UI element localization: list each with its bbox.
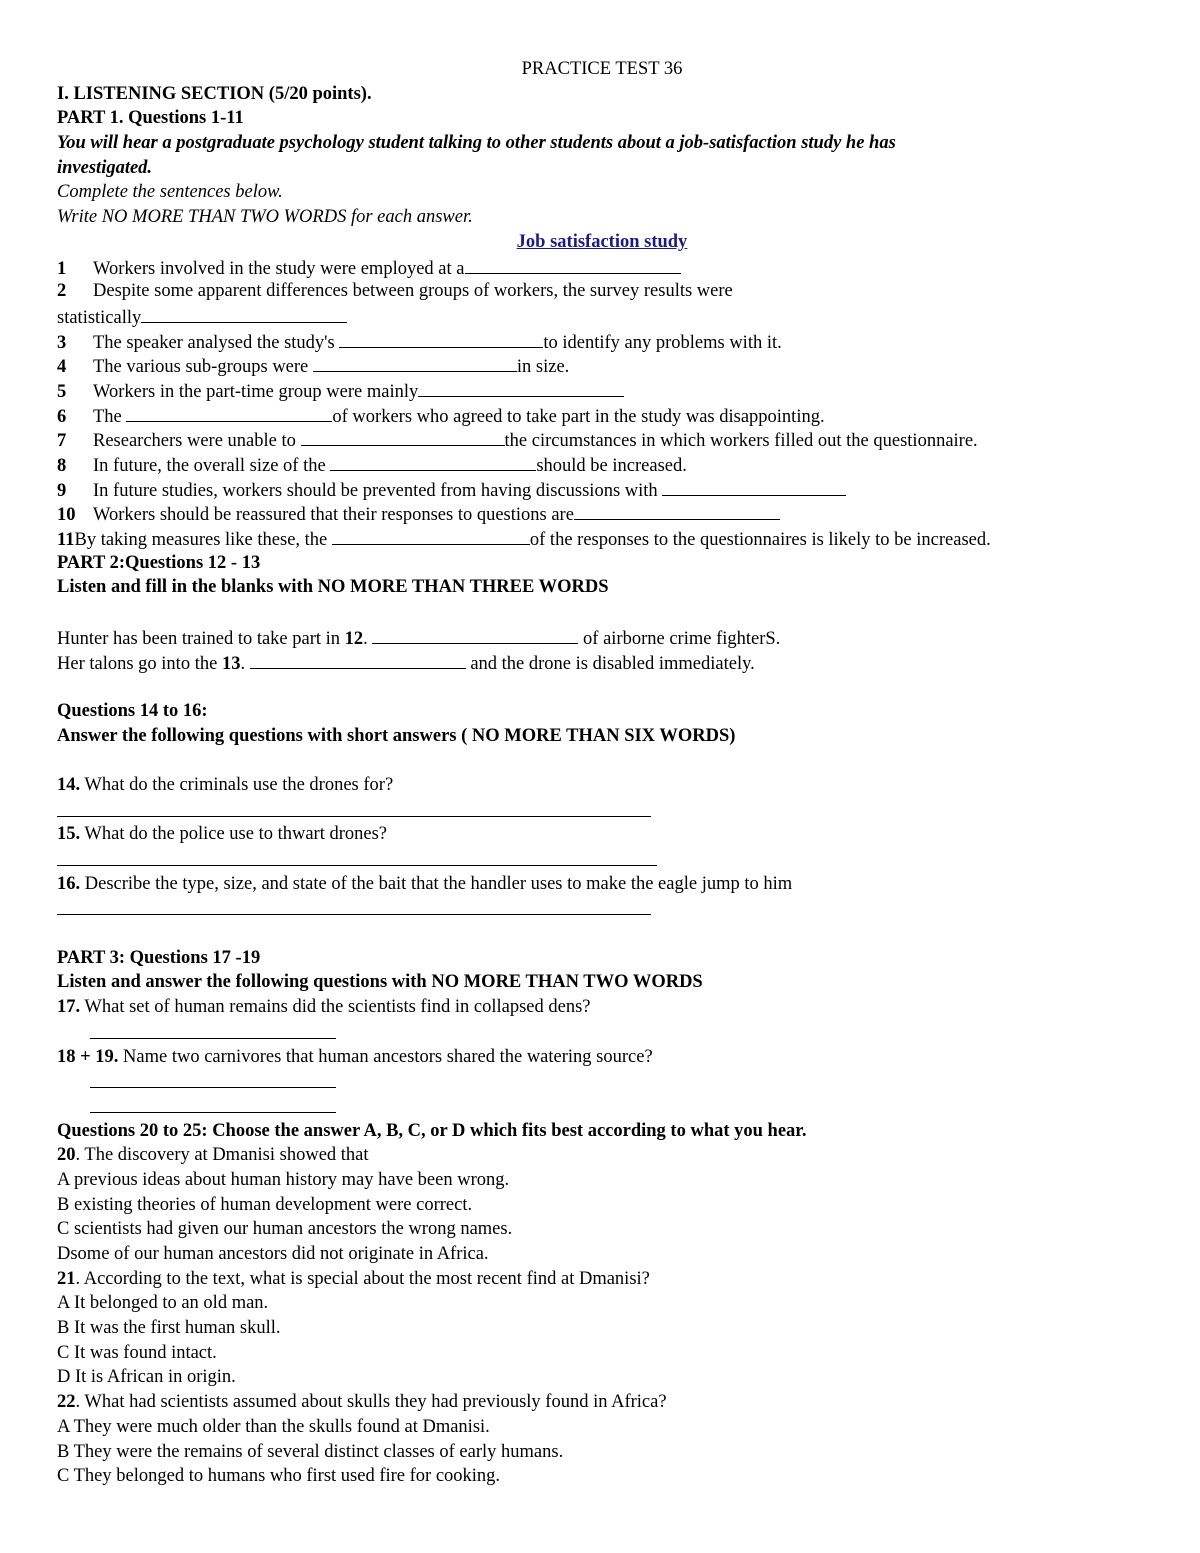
part3-instruction: Listen and answer the following questions with NO MORE THAN TWO WORDS <box>57 972 703 993</box>
questions-14-16-instruction: Answer the following questions with short answers ( NO MORE THAN SIX WORDS) <box>57 725 736 746</box>
part1-subtitle: Job satisfaction study <box>516 231 688 252</box>
question-3: 3 The speaker analysed the study's to identify any problems with it. <box>57 329 1147 354</box>
option-20-b[interactable]: B existing theories of human development were correct. <box>57 1194 473 1215</box>
question-4: 4 The various sub-groups were in size. <box>57 353 1147 378</box>
part3-heading: PART 3: Questions 17 -19 <box>57 947 261 968</box>
question-15: 15. What do the police use to thwart drones? <box>57 824 388 845</box>
answer-line-18[interactable] <box>57 1069 1147 1094</box>
sentence-13: Her talons go into the 13. and the drone is disabled immediately. <box>57 650 1147 675</box>
answer-blank-6[interactable] <box>126 403 332 422</box>
instruction-emphasis: NO MORE THAN TWO WORDS <box>101 207 347 228</box>
question-1: 1 Workers involved in the study were employed at a <box>57 255 1147 280</box>
answer-line-17[interactable] <box>57 1020 1147 1045</box>
question-11: 11By taking measures like these, the of the responses to the questionnaires is likely to be increased. <box>57 526 1147 551</box>
part1-heading: PART 1. Questions 1-11 <box>57 108 244 129</box>
option-20-d[interactable]: Dsome of our human ancestors did not originate in Africa. <box>57 1244 489 1264</box>
option-21-c[interactable]: C It was found intact. <box>57 1342 217 1363</box>
section-heading: I. LISTENING SECTION (5/20 points). <box>57 83 372 104</box>
question-17: 17. What set of human remains did the scientists find in collapsed dens? <box>57 997 591 1018</box>
question-8: 8 In future, the overall size of the should be increased. <box>57 452 1147 477</box>
question-2-cont: statistically <box>57 304 1147 329</box>
answer-line-14[interactable] <box>57 798 1147 823</box>
part1-intro-line1: You will hear a postgraduate psychology student talking to other students about a job-satisfaction study he has <box>57 133 896 154</box>
answer-line-15[interactable] <box>57 847 1147 872</box>
option-22-a[interactable]: A They were much older than the skulls found at Dmanisi. <box>57 1416 490 1437</box>
answer-blank-2[interactable] <box>141 304 347 323</box>
question-7: 7 Researchers were unable to the circumstances in which workers filled out the questionnaire. <box>57 427 1147 452</box>
answer-blank-4[interactable] <box>313 353 517 372</box>
page-title: PRACTICE TEST 36 <box>521 59 683 79</box>
sentence-12: Hunter has been trained to take part in 12. of airborne crime fighterS. <box>57 625 1147 650</box>
answer-blank-7[interactable] <box>301 427 505 446</box>
option-21-a[interactable]: A It belonged to an old man. <box>57 1293 269 1314</box>
question-16: 16. Describe the type, size, and state of the bait that the handler uses to make the eagle jump to him <box>57 873 793 894</box>
option-21-b[interactable]: B It was the first human skull. <box>57 1318 281 1339</box>
questions-20-25-heading: Questions 20 to 25: Choose the answer A, B, C, or D which fits best according to what you hear. <box>57 1120 807 1141</box>
question-20: 20. The discovery at Dmanisi showed that <box>57 1145 369 1166</box>
answer-blank-11[interactable] <box>332 526 530 545</box>
question-9: 9 In future studies, workers should be prevented from having discussions with <box>57 477 1147 502</box>
question-6: 6 The of workers who agreed to take part in the study was disappointing. <box>57 403 1147 428</box>
questions-14-16-heading: Questions 14 to 16: <box>57 700 208 721</box>
part2-heading: PART 2:Questions 12 - 13 <box>57 552 261 573</box>
question-18-19: 18 + 19. Name two carnivores that human ancestors shared the watering source? <box>57 1046 653 1067</box>
answer-blank-12[interactable] <box>372 625 578 644</box>
option-22-c[interactable]: C They belonged to humans who first used fire for cooking. <box>57 1466 501 1487</box>
option-22-b[interactable]: B They were the remains of several distinct classes of early humans. <box>57 1441 564 1462</box>
question-5: 5 Workers in the part-time group were mainly <box>57 378 1147 403</box>
option-21-d[interactable]: D It is African in origin. <box>57 1367 236 1388</box>
answer-blank-10[interactable] <box>574 501 780 520</box>
answer-blank-13[interactable] <box>250 650 466 669</box>
question-10: 10 Workers should be reassured that their responses to questions are <box>57 501 1147 526</box>
answer-blank-8[interactable] <box>330 452 536 471</box>
question-22: 22. What had scientists assumed about skulls they had previously found in Africa? <box>57 1392 667 1413</box>
part1-intro-line2: investigated. <box>57 157 153 178</box>
answer-line-19[interactable] <box>57 1094 1147 1119</box>
answer-blank-5[interactable] <box>418 378 624 397</box>
answer-line-16[interactable] <box>57 896 1147 921</box>
answer-blank-3[interactable] <box>339 329 543 348</box>
part1-instruction-2: Write NO MORE THAN TWO WORDS for each answer. <box>57 207 473 228</box>
document-page <box>57 57 1147 1489</box>
option-20-a[interactable]: A previous ideas about human history may have been wrong. <box>57 1169 510 1190</box>
question-2: 2 Despite some apparent differences between groups of workers, the survey results were <box>57 281 733 302</box>
question-14: 14. What do the criminals use the drones for? <box>57 774 394 795</box>
part1-instruction-1: Complete the sentences below. <box>57 182 283 203</box>
question-21: 21. According to the text, what is special about the most recent find at Dmanisi? <box>57 1268 650 1289</box>
option-20-c[interactable]: C scientists had given our human ancestors the wrong names. <box>57 1219 513 1240</box>
part2-instruction: Listen and fill in the blanks with NO MORE THAN THREE WORDS <box>57 577 609 598</box>
answer-blank-1[interactable] <box>465 255 681 274</box>
answer-blank-9[interactable] <box>662 477 846 496</box>
